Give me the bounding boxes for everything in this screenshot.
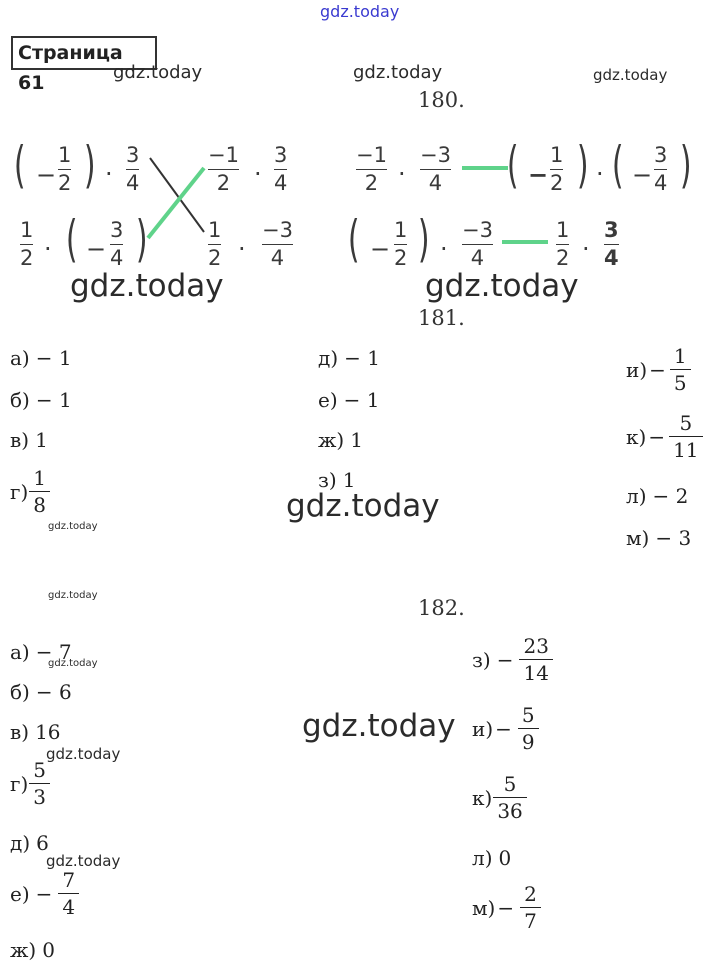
watermark: gdz.today xyxy=(425,268,579,304)
minus-sign: − xyxy=(36,161,57,189)
minus-sign: − xyxy=(370,235,391,263)
paren-open: ( xyxy=(65,210,78,268)
answer-item: а) − 1 xyxy=(10,346,72,370)
answer-item: е) − $\frac{7}{4}$ xyxy=(10,870,77,917)
cross-line-green xyxy=(148,168,204,238)
answer-item: д) − 1 xyxy=(318,346,380,370)
fraction: −1 2 xyxy=(356,143,387,195)
dot-sign: · xyxy=(596,160,604,188)
dot-sign: · xyxy=(440,235,448,263)
fraction: 3 4 xyxy=(604,218,619,270)
paren-open: ( xyxy=(506,136,519,194)
fraction: 1 2 xyxy=(556,218,570,270)
answer-item: б) − 1 xyxy=(10,388,72,412)
answer-item: з) − $\frac{23}{14}$ xyxy=(472,636,551,683)
answer-item: б) − 6 xyxy=(10,680,72,704)
fraction: −3 4 xyxy=(420,143,451,195)
answer-item: м) − $\frac{2}{7}$ xyxy=(472,884,539,931)
minus-sign: − xyxy=(632,161,653,189)
answer-item: л) 0 xyxy=(472,846,512,870)
paren-close: ) xyxy=(135,210,148,268)
answer-item: к) − $\frac{5}{11}$ xyxy=(626,413,701,460)
answer-item: в) 1 xyxy=(10,428,48,452)
answer-item: е) − 1 xyxy=(318,388,380,412)
fraction: 1 2 xyxy=(550,143,564,195)
fraction: 1 2 xyxy=(394,218,408,270)
watermark: gdz.today xyxy=(302,708,456,744)
watermark: gdz.today xyxy=(70,268,224,304)
page-label: Страница 61 xyxy=(11,36,157,70)
watermark-top: gdz.today xyxy=(320,2,400,21)
watermark: gdz.today xyxy=(593,66,668,84)
paren-close: ) xyxy=(679,136,692,194)
link-line xyxy=(502,240,548,244)
exercise-number-181: 181. xyxy=(418,306,465,330)
answer-item: и) − $\frac{5}{9}$ xyxy=(472,705,537,752)
watermark: gdz.today xyxy=(46,745,121,763)
minus-sign: − xyxy=(528,161,549,189)
paren-close: ) xyxy=(83,136,96,194)
link-line xyxy=(462,166,508,170)
answer-item: л) − 2 xyxy=(626,484,689,508)
answer-item: г) $\frac{5}{3}$ xyxy=(10,760,48,807)
watermark: gdz.today xyxy=(46,852,121,870)
fraction: −3 4 xyxy=(262,218,293,270)
exercise-number-180: 180. xyxy=(418,88,465,112)
answer-item: к) $\frac{5}{36}$ xyxy=(472,774,525,821)
answer-item: г) $\frac{1}{8}$ xyxy=(10,468,48,515)
paren-close: ) xyxy=(576,136,589,194)
answer-item: м) − 3 xyxy=(626,526,692,550)
cross-connector xyxy=(140,150,220,250)
fraction: −3 4 xyxy=(462,218,493,270)
exercise-number-182: 182. xyxy=(418,596,465,620)
dot-sign: · xyxy=(582,235,590,263)
watermark: gdz.today xyxy=(113,62,203,83)
paren-open: ( xyxy=(13,136,26,194)
fraction: −1 2 xyxy=(208,143,239,195)
fraction: 1 2 xyxy=(58,143,72,195)
minus-sign: − xyxy=(86,235,107,263)
fraction: 3 4 xyxy=(274,143,288,195)
answer-item: з) 1 xyxy=(318,468,356,492)
dot-sign: · xyxy=(254,160,262,188)
watermark: gdz.today xyxy=(353,62,443,83)
dot-sign: · xyxy=(105,160,113,188)
answer-item: ж) 1 xyxy=(318,428,363,452)
paren-close: ) xyxy=(417,210,430,268)
cross-line-dark xyxy=(150,158,204,232)
fraction: 3 4 xyxy=(654,143,668,195)
fraction: 1 2 xyxy=(20,218,34,270)
fraction: 3 4 xyxy=(110,218,124,270)
answer-item: ж) 0 xyxy=(10,938,55,962)
answer-item: в) 16 xyxy=(10,720,61,744)
fraction: 3 4 xyxy=(126,143,140,195)
answer-item: а) − 7 xyxy=(10,640,72,664)
watermark: gdz.today xyxy=(48,590,98,601)
dot-sign: · xyxy=(44,235,52,263)
watermark: gdz.today xyxy=(286,488,440,524)
answer-item: д) 6 xyxy=(10,831,49,855)
answer-item: и) − $\frac{1}{5}$ xyxy=(626,346,689,393)
dot-sign: · xyxy=(238,235,246,263)
paren-open: ( xyxy=(347,210,360,268)
fraction: 1 2 xyxy=(208,218,222,270)
dot-sign: · xyxy=(398,160,406,188)
watermark: gdz.today xyxy=(48,521,98,532)
watermark: gdz.today xyxy=(48,658,98,669)
paren-open: ( xyxy=(611,136,624,194)
